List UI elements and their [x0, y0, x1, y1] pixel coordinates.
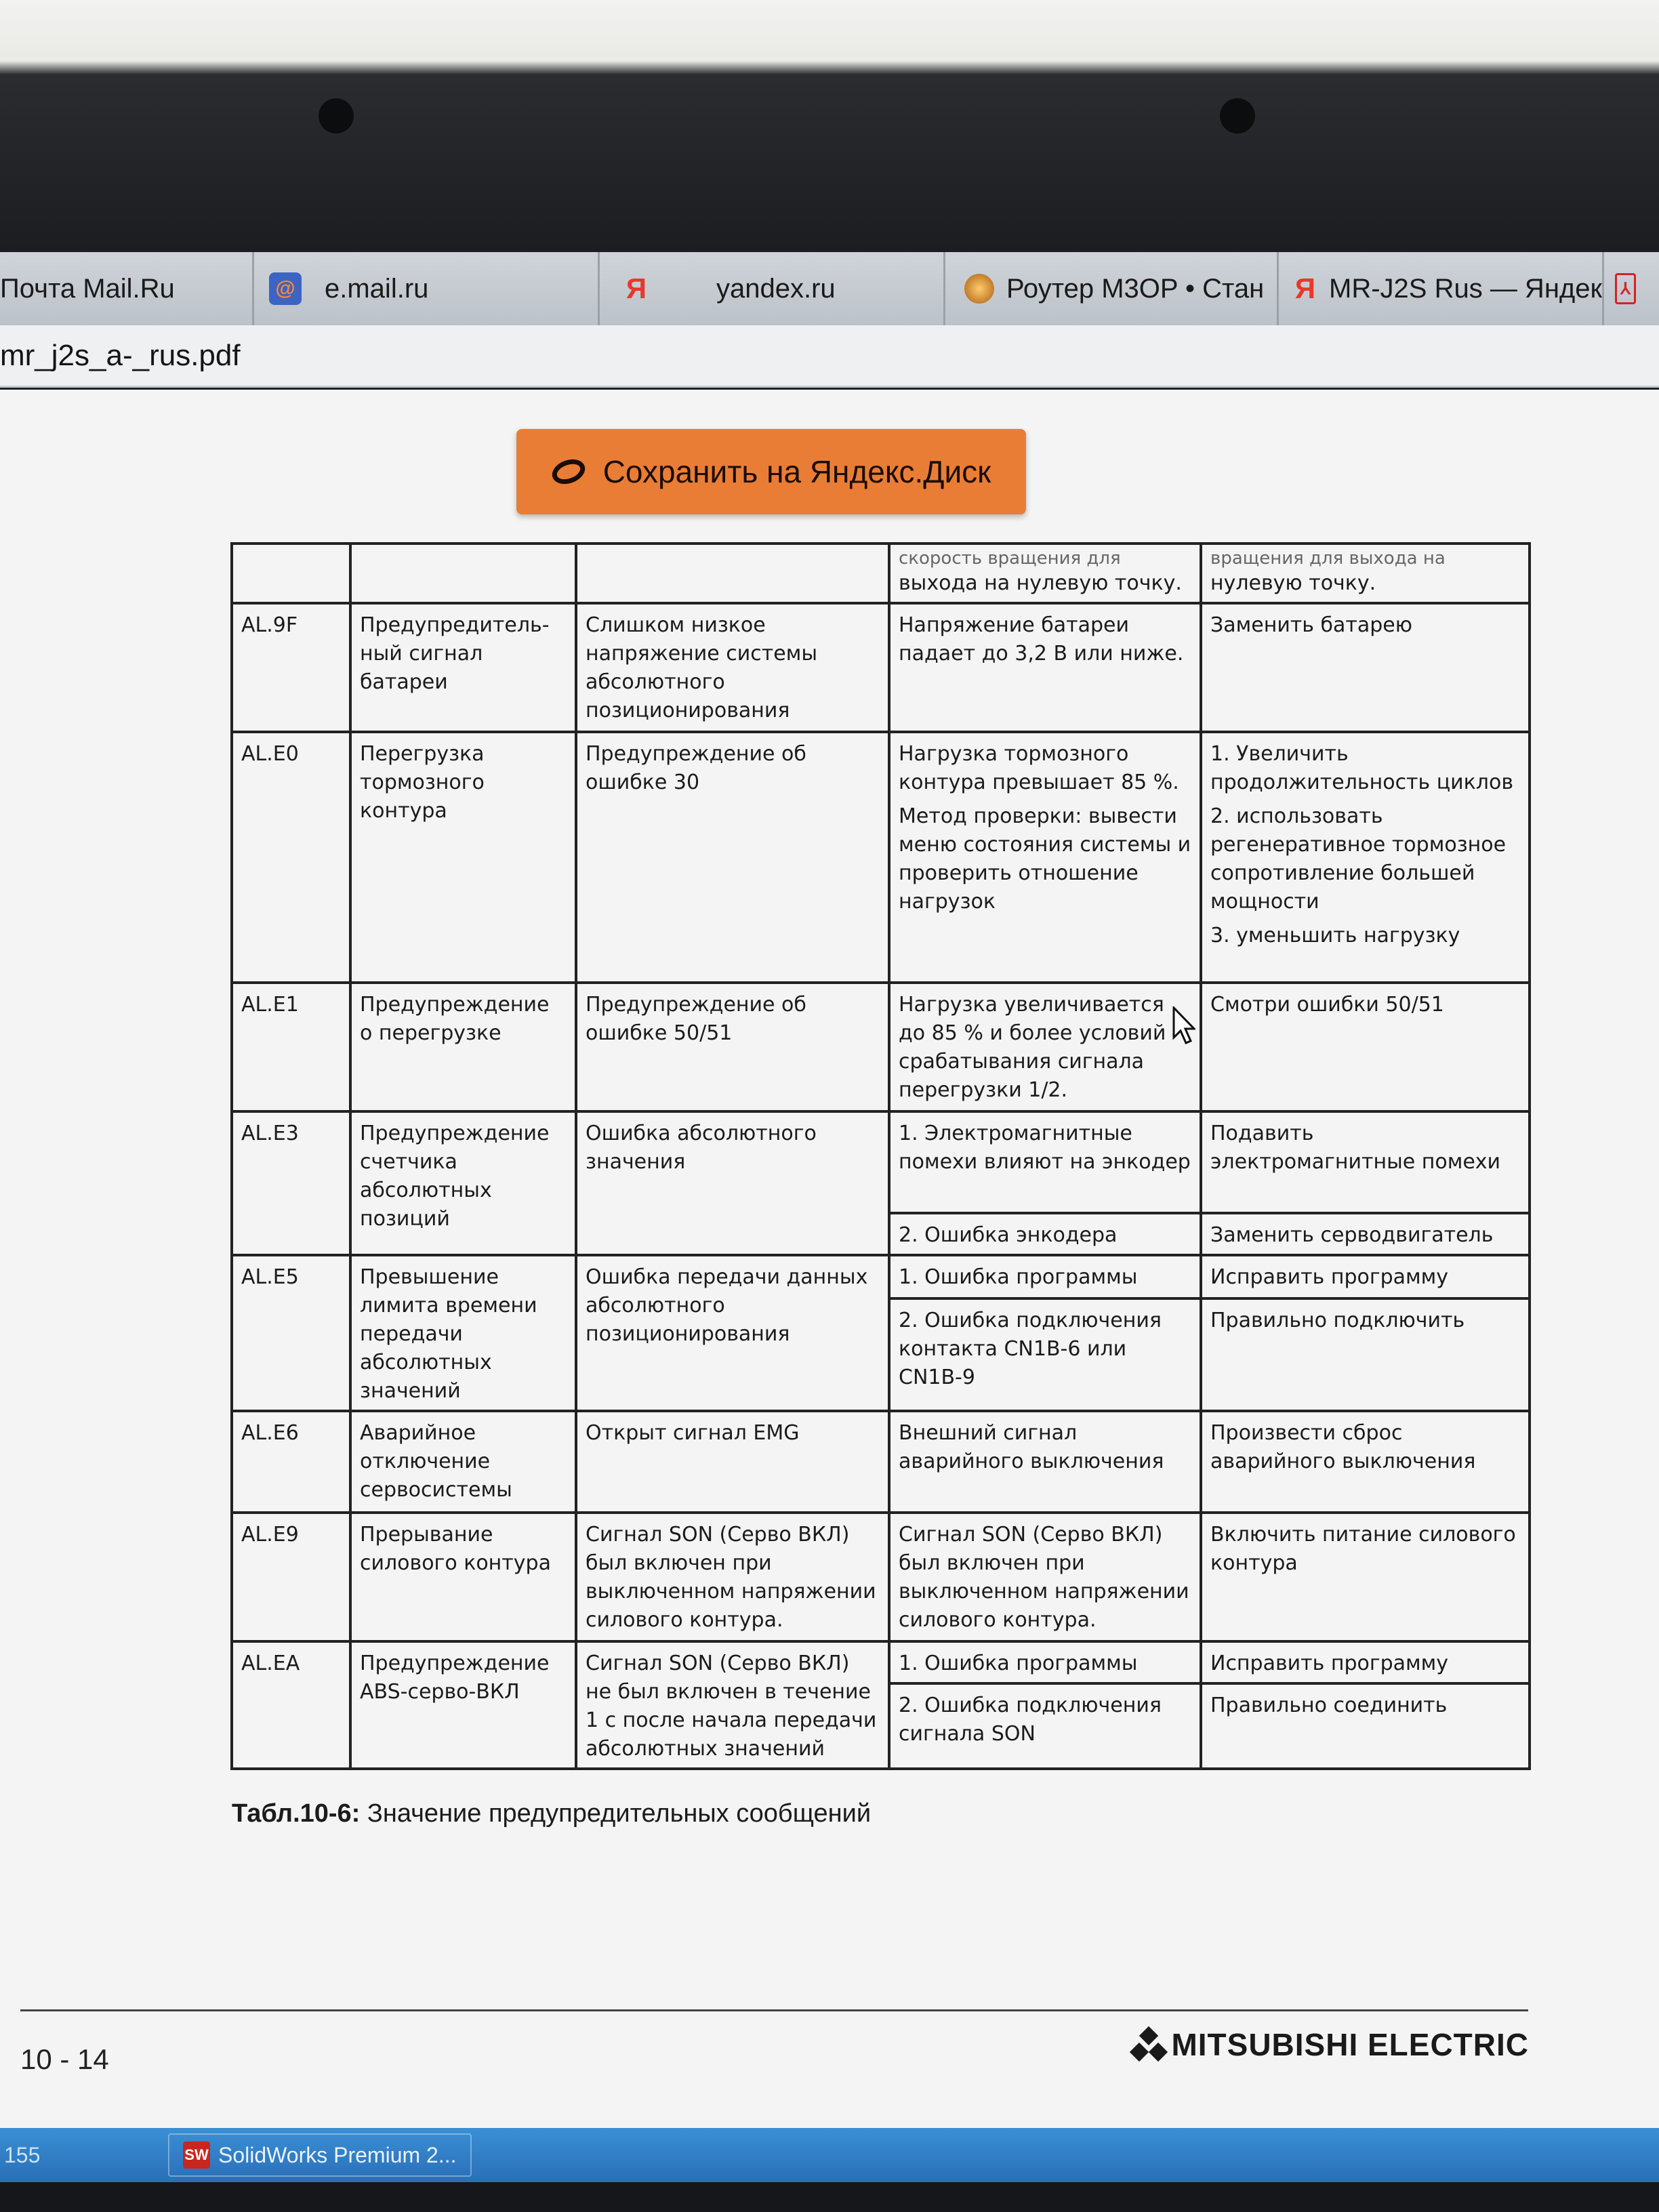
footer-divider: [20, 2009, 1528, 2011]
router-icon: [964, 274, 994, 304]
cell-code: AL.EA: [232, 1641, 350, 1769]
cell-cause: [889, 603, 1201, 732]
action-text: Произвести сброс аварийного выключения: [1210, 1421, 1476, 1473]
action-text: Правильно подключить: [1210, 1308, 1465, 1332]
cell-name: Перегрузка тормозного контура: [350, 732, 576, 983]
table-row: [232, 603, 1530, 732]
cause-text: Внешний сигнал аварийного выключения: [899, 1421, 1164, 1473]
monitor-bezel-bottom: [0, 2182, 1659, 2212]
cell-action: [1201, 1683, 1530, 1769]
cell-name: Предупреждение о перегрузке: [350, 983, 576, 1111]
cell-cause: [889, 1213, 1201, 1255]
brand-name: MITSUBISHI ELECTRIC: [1171, 2027, 1529, 2062]
table-row: [232, 1255, 1530, 1298]
cell-action: [1201, 1513, 1530, 1641]
tab-mail-ru[interactable]: [0, 252, 254, 325]
cell-code: AL.E5: [232, 1255, 350, 1411]
action-text: Заменить серводвигатель: [1210, 1223, 1494, 1247]
tab-e-mail-ru[interactable]: [254, 252, 600, 325]
cell-text: вращения для выхода на: [1210, 548, 1446, 569]
alarm-table: [230, 542, 1531, 1770]
table-row: [232, 983, 1530, 1111]
cell-action: [1201, 983, 1530, 1111]
tab-label: MR-J2S Rus — Яндек: [1329, 273, 1602, 304]
cell-text: нулевую точку.: [1210, 571, 1376, 595]
caption-label: Табл.10-6:: [232, 1799, 361, 1828]
cell-cause: [889, 983, 1201, 1111]
table-row: [232, 1513, 1530, 1641]
cell-code: AL.E9: [232, 1513, 350, 1641]
cause-text: Напряжение батареи падает до 3,2 В или ниже.: [899, 613, 1184, 665]
cell-action: [1201, 603, 1530, 732]
bezel-sensor: [319, 98, 354, 134]
cause-text: Нагрузка увеличивается до 85 % и более условий срабатывания сигнала перегрузки 1/2.: [899, 993, 1166, 1102]
cell-name: Прерывание силового контура: [350, 1513, 576, 1641]
cause-text: 1. Электромагнитные помехи влияют на энкодер: [899, 1122, 1191, 1174]
mail-icon: @: [269, 272, 302, 305]
taskbar-item-solidworks[interactable]: [168, 2133, 472, 2177]
cell-code: AL.E6: [232, 1411, 350, 1513]
tab-label: yandex.ru: [716, 273, 836, 304]
action-text: Заменить батарею: [1210, 613, 1413, 637]
cell-action: [1201, 1111, 1530, 1213]
cell-desc: Открыт сигнал EMG: [576, 1411, 889, 1513]
pdf-viewport[interactable]: [0, 390, 1659, 2128]
cause-text: 1. Ошибка программы: [899, 1265, 1138, 1289]
cell-desc: Предупреждение об ошибке 30: [576, 732, 889, 983]
cell-cause: [889, 1298, 1201, 1411]
taskbar-clock: 155: [4, 2142, 41, 2167]
action-text: Подавить электромагнитные помехи: [1210, 1122, 1501, 1174]
cause-text: Сигнал SON (Серво ВКЛ) был включен при выключенном напряжении силового контура.: [899, 1523, 1189, 1632]
yandex-icon: Я: [626, 272, 647, 304]
action-text: Исправить программу: [1210, 1652, 1449, 1675]
monitor-bezel: [0, 0, 1659, 251]
action-text: 3. уменьшить нагрузку: [1210, 924, 1460, 947]
action-text: 2. использовать регенеративное тормозное сопротивление большей мощности: [1210, 804, 1507, 914]
cell-desc: Ошибка абсолютного значения: [576, 1111, 889, 1255]
cell-desc: Слишком низкое напряжение системы абсолютного позиционирования: [576, 603, 889, 732]
cell-code: AL.9F: [232, 603, 350, 732]
tab-label: e.mail.ru: [325, 273, 429, 304]
tab-yandex-ru[interactable]: [600, 252, 945, 325]
cell-cause: [889, 1513, 1201, 1641]
action-text: Включить питание силового контура: [1210, 1523, 1516, 1575]
cell-cause: [889, 732, 1201, 983]
browser-tab-strip: [0, 252, 1659, 325]
table-cell: [1201, 544, 1530, 603]
cell-name: Аварийное отключение сервосистемы: [350, 1411, 576, 1513]
cell-cause: [889, 1683, 1201, 1769]
cell-name: Предупреждение ABS-серво-ВКЛ: [350, 1641, 576, 1769]
cell-cause: [889, 1111, 1201, 1213]
cell-action: [1201, 732, 1530, 983]
cell-desc: Сигнал SON (Серво ВКЛ) был включен при выключенном напряжении силового контура.: [576, 1513, 889, 1641]
cell-name: Предупредитель-ный сигнал батареи: [350, 603, 576, 732]
cause-text: 1. Ошибка программы: [899, 1652, 1138, 1675]
cause-text: 2. Ошибка энкодера: [899, 1223, 1118, 1247]
bezel-sensor: [1220, 98, 1255, 134]
action-text: Правильно соединить: [1210, 1694, 1448, 1717]
table-row: [232, 1111, 1530, 1213]
cell-name: Предупреждение счетчика абсолютных позиций: [350, 1111, 576, 1255]
table-row: [232, 1641, 1530, 1683]
table-cell: [232, 544, 350, 603]
cell-desc: Сигнал SON (Серво ВКЛ) не был включен в течение 1 с после начала передачи абсолютных значений: [576, 1641, 889, 1769]
mouse-cursor-icon: [1172, 1006, 1195, 1046]
table-cell: [576, 544, 889, 603]
cause-text: Метод проверки: вывести меню состояния системы и проверить отношение нагрузок: [899, 804, 1191, 914]
action-text: 1. Увеличить продолжительность циклов: [1210, 742, 1513, 794]
cell-action: [1201, 1641, 1530, 1683]
cell-text: выхода на нулевую точку.: [899, 571, 1182, 595]
cause-text: 2. Ошибка подключения сигнала SON: [899, 1694, 1162, 1746]
mitsubishi-logo: [1130, 2026, 1529, 2063]
address-bar[interactable]: [0, 325, 1659, 388]
cell-code: AL.E3: [232, 1111, 350, 1255]
cell-action: [1201, 1411, 1530, 1513]
yandex-icon: Я: [1294, 272, 1316, 304]
taskbar: [0, 2128, 1659, 2182]
tab-mr-j2s[interactable]: [1279, 252, 1604, 325]
table-caption: [232, 1799, 871, 1828]
page-number: 10 - 14: [20, 2043, 109, 2075]
cell-action: [1201, 1298, 1530, 1411]
action-text: Смотри ошибки 50/51: [1210, 993, 1444, 1017]
table-row-partial: [232, 544, 1530, 603]
tab-label: Почта Mail.Ru: [0, 273, 175, 304]
cell-action: [1201, 1255, 1530, 1298]
taskbar-item-label: SolidWorks Premium 2...: [218, 2142, 457, 2167]
table-row: [232, 732, 1530, 983]
mitsubishi-diamonds-icon: [1130, 2028, 1167, 2062]
cell-code: AL.E0: [232, 732, 350, 983]
cell-code: AL.E1: [232, 983, 350, 1111]
table-row: [232, 1411, 1530, 1513]
yandex-disk-icon: [548, 455, 588, 488]
action-text: Исправить программу: [1210, 1265, 1449, 1289]
pdf-icon: ⅄: [1615, 273, 1636, 304]
cell-cause: [889, 1411, 1201, 1513]
cause-text: Нагрузка тормозного контура превышает 85 %.: [899, 742, 1179, 794]
tab-label: Роутер M3OP • Стан: [1006, 273, 1265, 304]
cause-text: 2. Ошибка подключения контакта CN1B-6 или CN1B-9: [899, 1308, 1162, 1389]
cell-cause: [889, 1255, 1201, 1298]
solidworks-icon: SW: [183, 2142, 210, 2169]
tab-pdf[interactable]: [1604, 252, 1659, 325]
cell-cause: [889, 1641, 1201, 1683]
cell-name: Превышение лимита времени передачи абсолютных значений: [350, 1255, 576, 1411]
cell-text: скорость вращения для: [899, 548, 1121, 569]
cell-action: [1201, 1213, 1530, 1255]
save-to-yandex-disk-button[interactable]: [516, 429, 1026, 514]
address-text: mr_j2s_a-_rus.pdf: [0, 338, 241, 372]
cell-desc: Предупреждение об ошибке 50/51: [576, 983, 889, 1111]
table-cell: [889, 544, 1201, 603]
tab-router[interactable]: [945, 252, 1279, 325]
caption-text: Значение предупредительных сообщений: [360, 1799, 872, 1828]
table-cell: [350, 544, 576, 603]
cell-desc: Ошибка передачи данных абсолютного позиционирования: [576, 1255, 889, 1411]
save-button-label: Сохранить на Яндекс.Диск: [602, 454, 991, 489]
